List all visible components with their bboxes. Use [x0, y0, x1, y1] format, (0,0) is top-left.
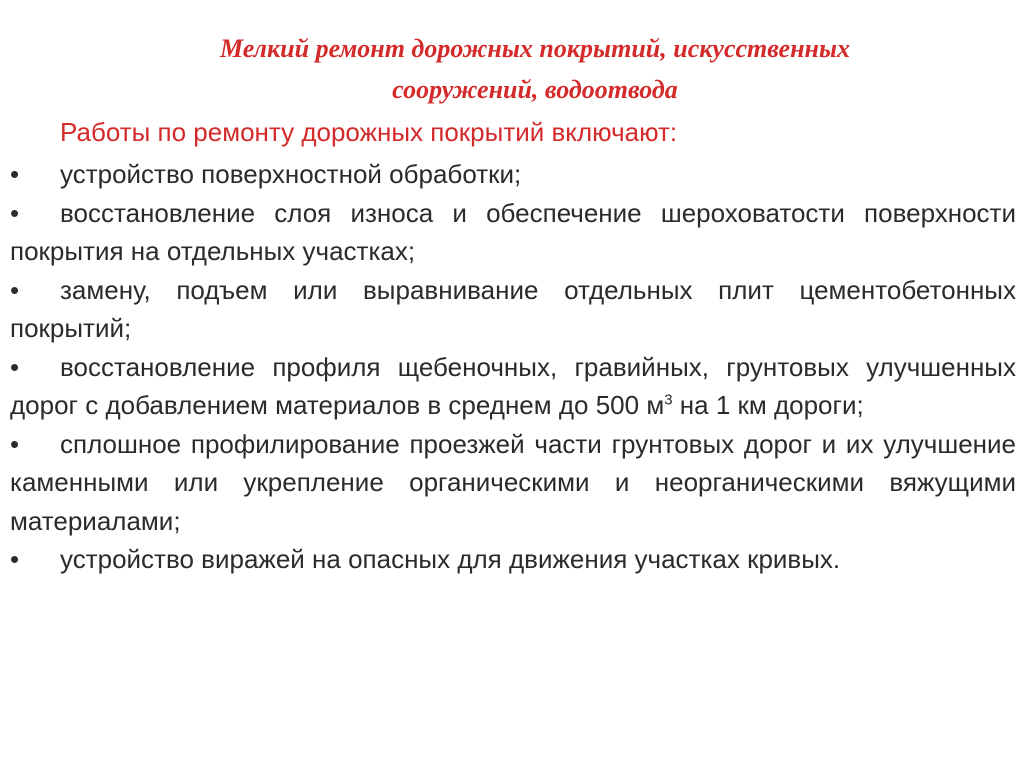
- list-item: [10, 271, 1016, 348]
- list-item-text: восстановление слоя износа и обеспечение шероховатости поверхности покрытия на отдельных участках;: [10, 197, 1016, 266]
- slide-title-line-2: сооружений, водоотвода: [392, 75, 678, 104]
- superscript-cubed: 3: [664, 391, 673, 409]
- list-item-text: сплошное профилирование проезжей части грунтовых дорог и их улучшение каменными или укрепление органическими и неорганическими вяжущими материалами;: [10, 428, 1016, 536]
- list-item-text: [10, 352, 1016, 421]
- list-item: [10, 194, 1016, 271]
- list-item-text: устройство виражей на опасных для движения участках кривых.: [60, 544, 841, 574]
- list-item-text: замену, подъем или выравнивание отдельных плит цементобетонных покрытий;: [10, 274, 1016, 343]
- slide-title: [100, 28, 970, 110]
- list-item-text: устройство поверхностной обработки;: [60, 159, 522, 189]
- bullet-icon: •: [10, 544, 20, 574]
- list-item-text-part: на 1 км дороги;: [672, 390, 864, 420]
- list-item: [10, 348, 1016, 425]
- list-item: [10, 155, 1016, 194]
- bullet-icon: •: [10, 274, 20, 305]
- bullet-icon: •: [10, 351, 20, 382]
- bullet-icon: •: [10, 197, 20, 228]
- bullet-icon: •: [10, 428, 20, 459]
- slide-title-line-1: Мелкий ремонт дорожных покрытий, искусственных: [219, 34, 851, 63]
- works-list: [10, 155, 1016, 579]
- list-item: [10, 540, 1016, 579]
- list-item-text-part: восстановление профиля щебеночных, гравийных, грунтовых улучшенных дорог с добавлением материалов в среднем до 500 м: [10, 351, 1016, 420]
- list-item: [10, 425, 1016, 541]
- bullet-icon: •: [10, 159, 20, 189]
- intro-text: Работы по ремонту дорожных покрытий включают:: [60, 117, 678, 147]
